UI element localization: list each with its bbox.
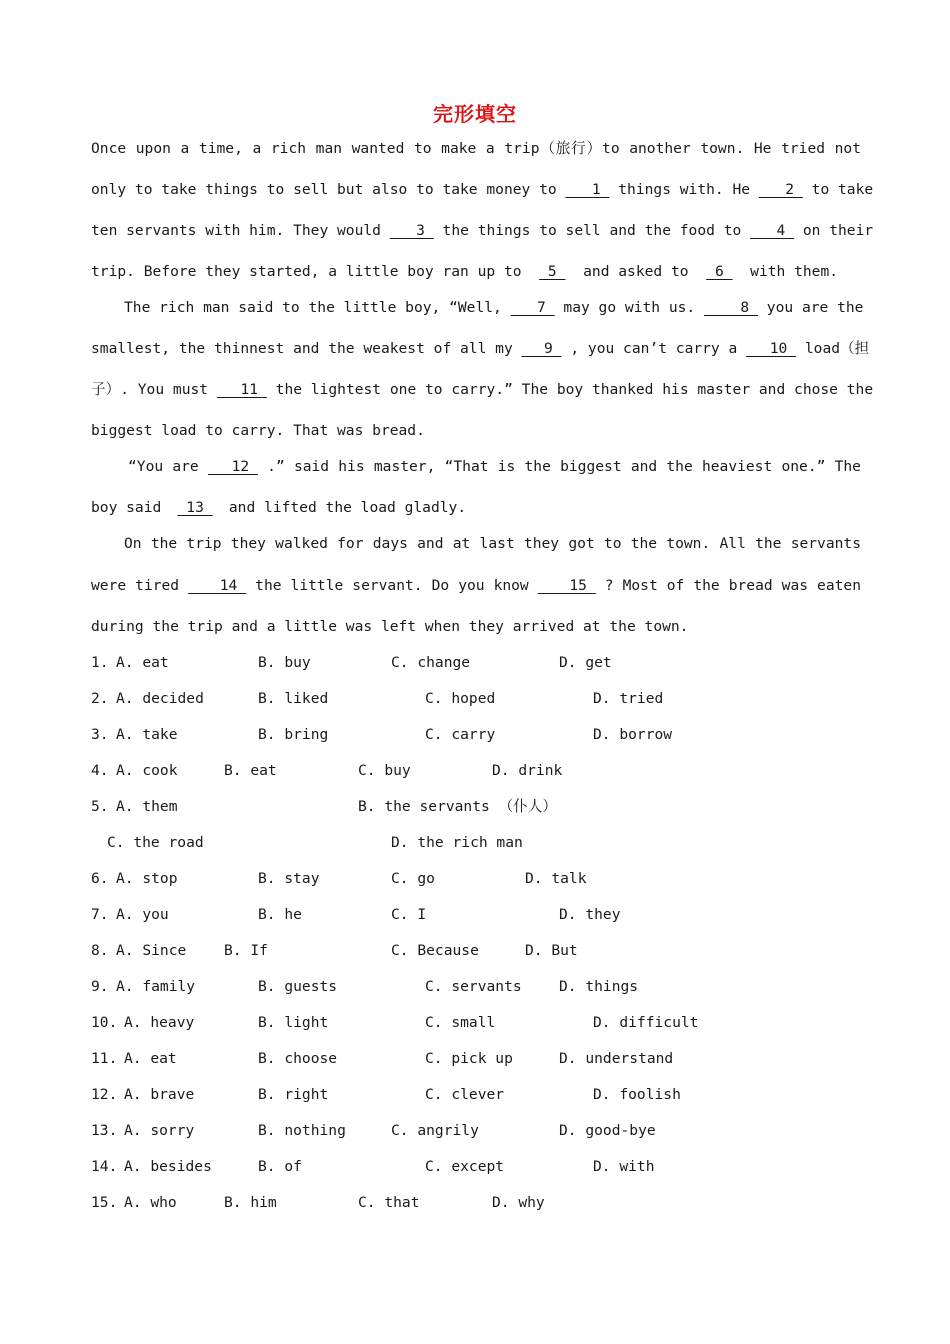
option-c[interactable]: C. I [391, 906, 427, 923]
blank-1[interactable]: 1 [565, 181, 610, 198]
passage-text: “You are [128, 458, 199, 475]
blank-9[interactable]: 9 [521, 340, 562, 357]
passage-text: things with. He [618, 181, 751, 198]
option-a[interactable]: A. decided [116, 690, 204, 707]
passage-text: , you can’t carry a [570, 340, 738, 357]
option-c[interactable]: C. clever [425, 1086, 505, 1103]
option-c[interactable]: C. that [358, 1194, 420, 1211]
option-c[interactable]: C. except [425, 1158, 505, 1175]
blank-13[interactable]: 13 [177, 499, 213, 516]
question-number: 3. [91, 726, 109, 743]
passage-line [91, 421, 861, 441]
option-row-9 [91, 977, 861, 997]
option-b[interactable]: B. right [258, 1086, 329, 1103]
blank-7[interactable]: 7 [510, 299, 555, 316]
option-b[interactable]: B. he [258, 906, 302, 923]
question-number: 9. [91, 978, 109, 995]
option-d[interactable]: D. with [593, 1158, 655, 1175]
option-a[interactable]: A. besides [124, 1158, 212, 1175]
passage-text: to take [811, 181, 874, 198]
option-b[interactable]: B. guests [258, 978, 338, 995]
option-row-4 [91, 761, 861, 781]
question-number: 12. [91, 1086, 118, 1103]
passage-text: and asked to [583, 263, 689, 280]
passage-line [124, 534, 861, 554]
option-a[interactable]: A. brave [124, 1086, 195, 1103]
option-c[interactable]: C. carry [425, 726, 496, 743]
question-number: 6. [91, 870, 109, 887]
passage-line [91, 380, 874, 400]
option-c[interactable]: C. small [425, 1014, 496, 1031]
passage-text: 子）. You must [91, 381, 209, 398]
option-c[interactable]: C. servants [425, 978, 522, 995]
option-row-8 [91, 941, 861, 961]
passage-text: you are the [766, 299, 864, 316]
option-d[interactable]: D. borrow [593, 726, 673, 743]
blank-10[interactable]: 10 [746, 340, 797, 357]
option-d[interactable]: D. good-bye [559, 1122, 656, 1139]
blank-14[interactable]: 14 [188, 577, 247, 594]
blank-3[interactable]: 3 [389, 222, 434, 239]
option-a[interactable]: A. you [116, 906, 169, 923]
question-number: 10. [91, 1014, 118, 1031]
option-row-11 [91, 1049, 861, 1069]
passage-text: the lightest one to carry.” The boy thanked his master and chose the [275, 381, 874, 398]
option-a[interactable]: A. heavy [124, 1014, 195, 1031]
option-d[interactable]: D. things [559, 978, 639, 995]
option-d[interactable]: D. they [559, 906, 621, 923]
option-c[interactable]: C. hoped [425, 690, 496, 707]
passage-line [91, 262, 861, 282]
question-number: 5. [91, 798, 109, 815]
option-d[interactable]: D. talk [525, 870, 587, 887]
passage-line [91, 180, 874, 200]
option-d[interactable]: D. difficult [593, 1014, 699, 1031]
option-b[interactable]: B. him [224, 1194, 277, 1211]
option-b[interactable]: B. buy [258, 654, 311, 671]
option-b[interactable]: B. stay [258, 870, 320, 887]
passage-text: Once upon a time, a rich man wanted to make a trip（旅行）to another town. He tried not [91, 140, 861, 157]
passage-line [91, 221, 874, 241]
question-number: 13. [91, 1122, 118, 1139]
passage-text: the little servant. Do you know [255, 577, 529, 594]
option-d[interactable]: D. the rich man [391, 834, 523, 851]
option-d[interactable]: D. foolish [593, 1086, 681, 1103]
option-b[interactable]: B. If [224, 942, 268, 959]
blank-8[interactable]: 8 [704, 299, 758, 316]
passage-text: On the trip they walked for days and at last they got to the town. All the servants [124, 535, 861, 552]
option-row-1 [91, 653, 861, 673]
question-number: 2. [91, 690, 109, 707]
blank-12[interactable]: 12 [207, 458, 258, 475]
option-b[interactable]: B. nothing [258, 1122, 346, 1139]
option-b[interactable]: B. liked [258, 690, 329, 707]
passage-line [91, 498, 861, 518]
option-c[interactable]: C. angrily [391, 1122, 479, 1139]
passage-line [91, 139, 861, 159]
option-d[interactable]: D. tried [593, 690, 664, 707]
blank-5[interactable]: 5 [539, 263, 566, 280]
passage-text: boy said [91, 499, 162, 516]
option-a[interactable]: A. stop [116, 870, 178, 887]
option-row-15 [91, 1193, 861, 1213]
option-row-2 [91, 689, 861, 709]
option-c[interactable]: C. change [391, 654, 471, 671]
option-b[interactable]: B. light [258, 1014, 329, 1031]
passage-text: with them. [750, 263, 839, 280]
passage-line [124, 298, 864, 318]
option-b[interactable]: B. eat [224, 762, 277, 779]
option-c[interactable]: C. Because [391, 942, 479, 959]
question-number: 8. [91, 942, 109, 959]
passage-text: during the trip and a little was left when they arrived at the town. [91, 618, 689, 635]
option-row-5 [91, 797, 861, 817]
option-d[interactable]: D. understand [559, 1050, 674, 1067]
option-a[interactable]: A. cook [116, 762, 178, 779]
passage-text: the things to sell and the food to [442, 222, 742, 239]
option-row-6 [91, 869, 861, 889]
question-number: 4. [91, 762, 109, 779]
passage-text: were tired [91, 577, 180, 594]
option-row-5-cont [91, 833, 861, 853]
option-a[interactable]: A. take [116, 726, 178, 743]
option-row-14 [91, 1157, 861, 1177]
passage-text: .” said his master, “That is the biggest and the heaviest one.” The [267, 458, 861, 475]
option-c[interactable]: C. buy [358, 762, 411, 779]
question-number: 11. [91, 1050, 118, 1067]
passage-line [91, 617, 861, 637]
question-number: 7. [91, 906, 109, 923]
option-a[interactable]: A. them [116, 798, 178, 815]
option-row-12 [91, 1085, 861, 1105]
passage-text: on their [802, 222, 874, 239]
passage-text: load（担 [804, 340, 870, 357]
question-number: 1. [91, 654, 109, 671]
option-row-13 [91, 1121, 861, 1141]
option-d[interactable]: D. why [492, 1194, 545, 1211]
option-c[interactable]: C. pick up [425, 1050, 513, 1067]
option-b[interactable]: B. choose [258, 1050, 338, 1067]
blank-11[interactable]: 11 [216, 381, 267, 398]
passage-text: smallest, the thinnest and the weakest of all my [91, 340, 513, 357]
passage-text: The rich man said to the little boy, “Well, [124, 299, 502, 316]
blank-2[interactable]: 2 [758, 181, 803, 198]
option-c[interactable]: C. go [391, 870, 435, 887]
blank-15[interactable]: 15 [537, 577, 596, 594]
passage-text: biggest load to carry. That was bread. [91, 422, 425, 439]
blank-6[interactable]: 6 [706, 263, 733, 280]
blank-4[interactable]: 4 [750, 222, 795, 239]
passage-text: ten servants with him. They would [91, 222, 381, 239]
option-b[interactable]: B. bring [258, 726, 329, 743]
question-number: 15. [91, 1194, 118, 1211]
passage-line [91, 339, 870, 359]
option-c[interactable]: C. the road [107, 834, 204, 851]
option-row-10 [91, 1013, 861, 1033]
passage-line [91, 576, 861, 596]
passage-text: ? Most of the bread was eaten [604, 577, 861, 594]
page-title: 完形填空 [433, 102, 517, 126]
option-a[interactable]: A. who [124, 1194, 177, 1211]
option-row-3 [91, 725, 861, 745]
option-d[interactable]: D. drink [492, 762, 563, 779]
question-number: 14. [91, 1158, 118, 1175]
option-b[interactable]: B. of [258, 1158, 302, 1175]
passage-text: and lifted the load gladly. [228, 499, 467, 516]
passage-text: only to take things to sell but also to take money to [91, 181, 557, 198]
passage-text: trip. Before they started, a little boy ran up to [91, 263, 522, 280]
passage-line [128, 457, 861, 477]
option-a[interactable]: A. eat [116, 654, 169, 671]
option-row-7 [91, 905, 861, 925]
option-a[interactable]: A. family [116, 978, 196, 995]
option-d[interactable]: D. get [559, 654, 612, 671]
option-a[interactable]: A. Since [116, 942, 187, 959]
option-a[interactable]: A. sorry [124, 1122, 195, 1139]
option-a[interactable]: A. eat [124, 1050, 177, 1067]
option-d[interactable]: D. But [525, 942, 578, 959]
option-b[interactable]: B. the servants （仆人） [358, 798, 557, 815]
passage-text: may go with us. [563, 299, 696, 316]
